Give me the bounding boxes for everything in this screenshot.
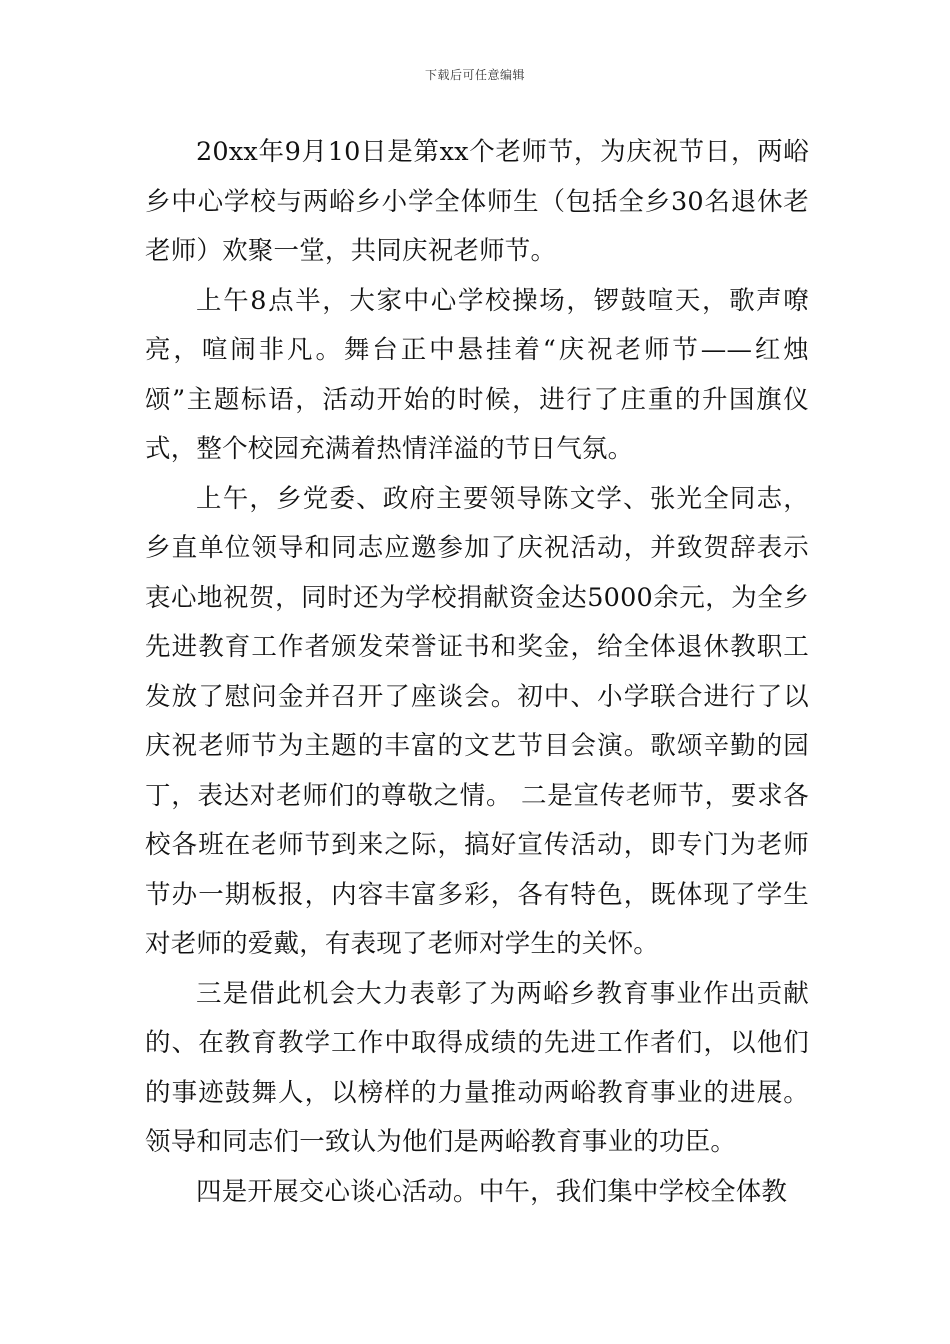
paragraph-3: 上午，乡党委、政府主要领导陈文学、张光全同志，乡直单位领导和同志应邀参加了庆祝活动，并致贺辞表示衷心地祝贺，同时还为学校捐献资金达5000余元，为全乡先进教育工作者颁发荣誉证书和奖金，给全体退休教职工发放了慰问金并召开了座谈会。初中、小学联合进行了以庆祝老师节为主题的丰富的文艺节目会演。歌颂辛勤的园丁，表达对老师们的尊敬之情。 二是宣传老师节，要求各校各班在老师节到来之际，搞好宣传活动，即专门为老师节办一期板报，内容丰富多彩，各有特色，既体现了学生对老师的爱戴，有表现了老师对学生的关怀。 <box>145 483 809 959</box>
paragraph-5: 四是开展交心谈心活动。中午，我们集中学校全体教 <box>196 1176 788 1207</box>
paragraph-1: 20xx年9月10日是第xx个老师节，为庆祝节日，两峪乡中心学校与两峪乡小学全体师生（包括全乡30名退休老老师）欢聚一堂，共同庆祝老师节。 <box>145 137 809 266</box>
paragraph-4: 三是借此机会大力表彰了为两峪乡教育事业作出贡献的、在教育教学工作中取得成绩的先进工作者们，以他们的事迹鼓舞人，以榜样的力量推动两峪教育事业的进展。领导和同志们一致认为他们是两峪教育事业的功臣。 <box>145 978 809 1157</box>
document-body <box>145 128 809 1217</box>
header-note: 下载后可任意编辑 <box>424 68 525 82</box>
paragraph-2: 上午8点半，大家中心学校操场，锣鼓喧天，歌声嘹亮，喧闹非凡。舞台正中悬挂着“庆祝老师节——红烛颂”主题标语，活动开始的时候，进行了庄重的升国旗仪式，整个校园充满着热情洋溢的节日气氛。 <box>145 285 809 464</box>
